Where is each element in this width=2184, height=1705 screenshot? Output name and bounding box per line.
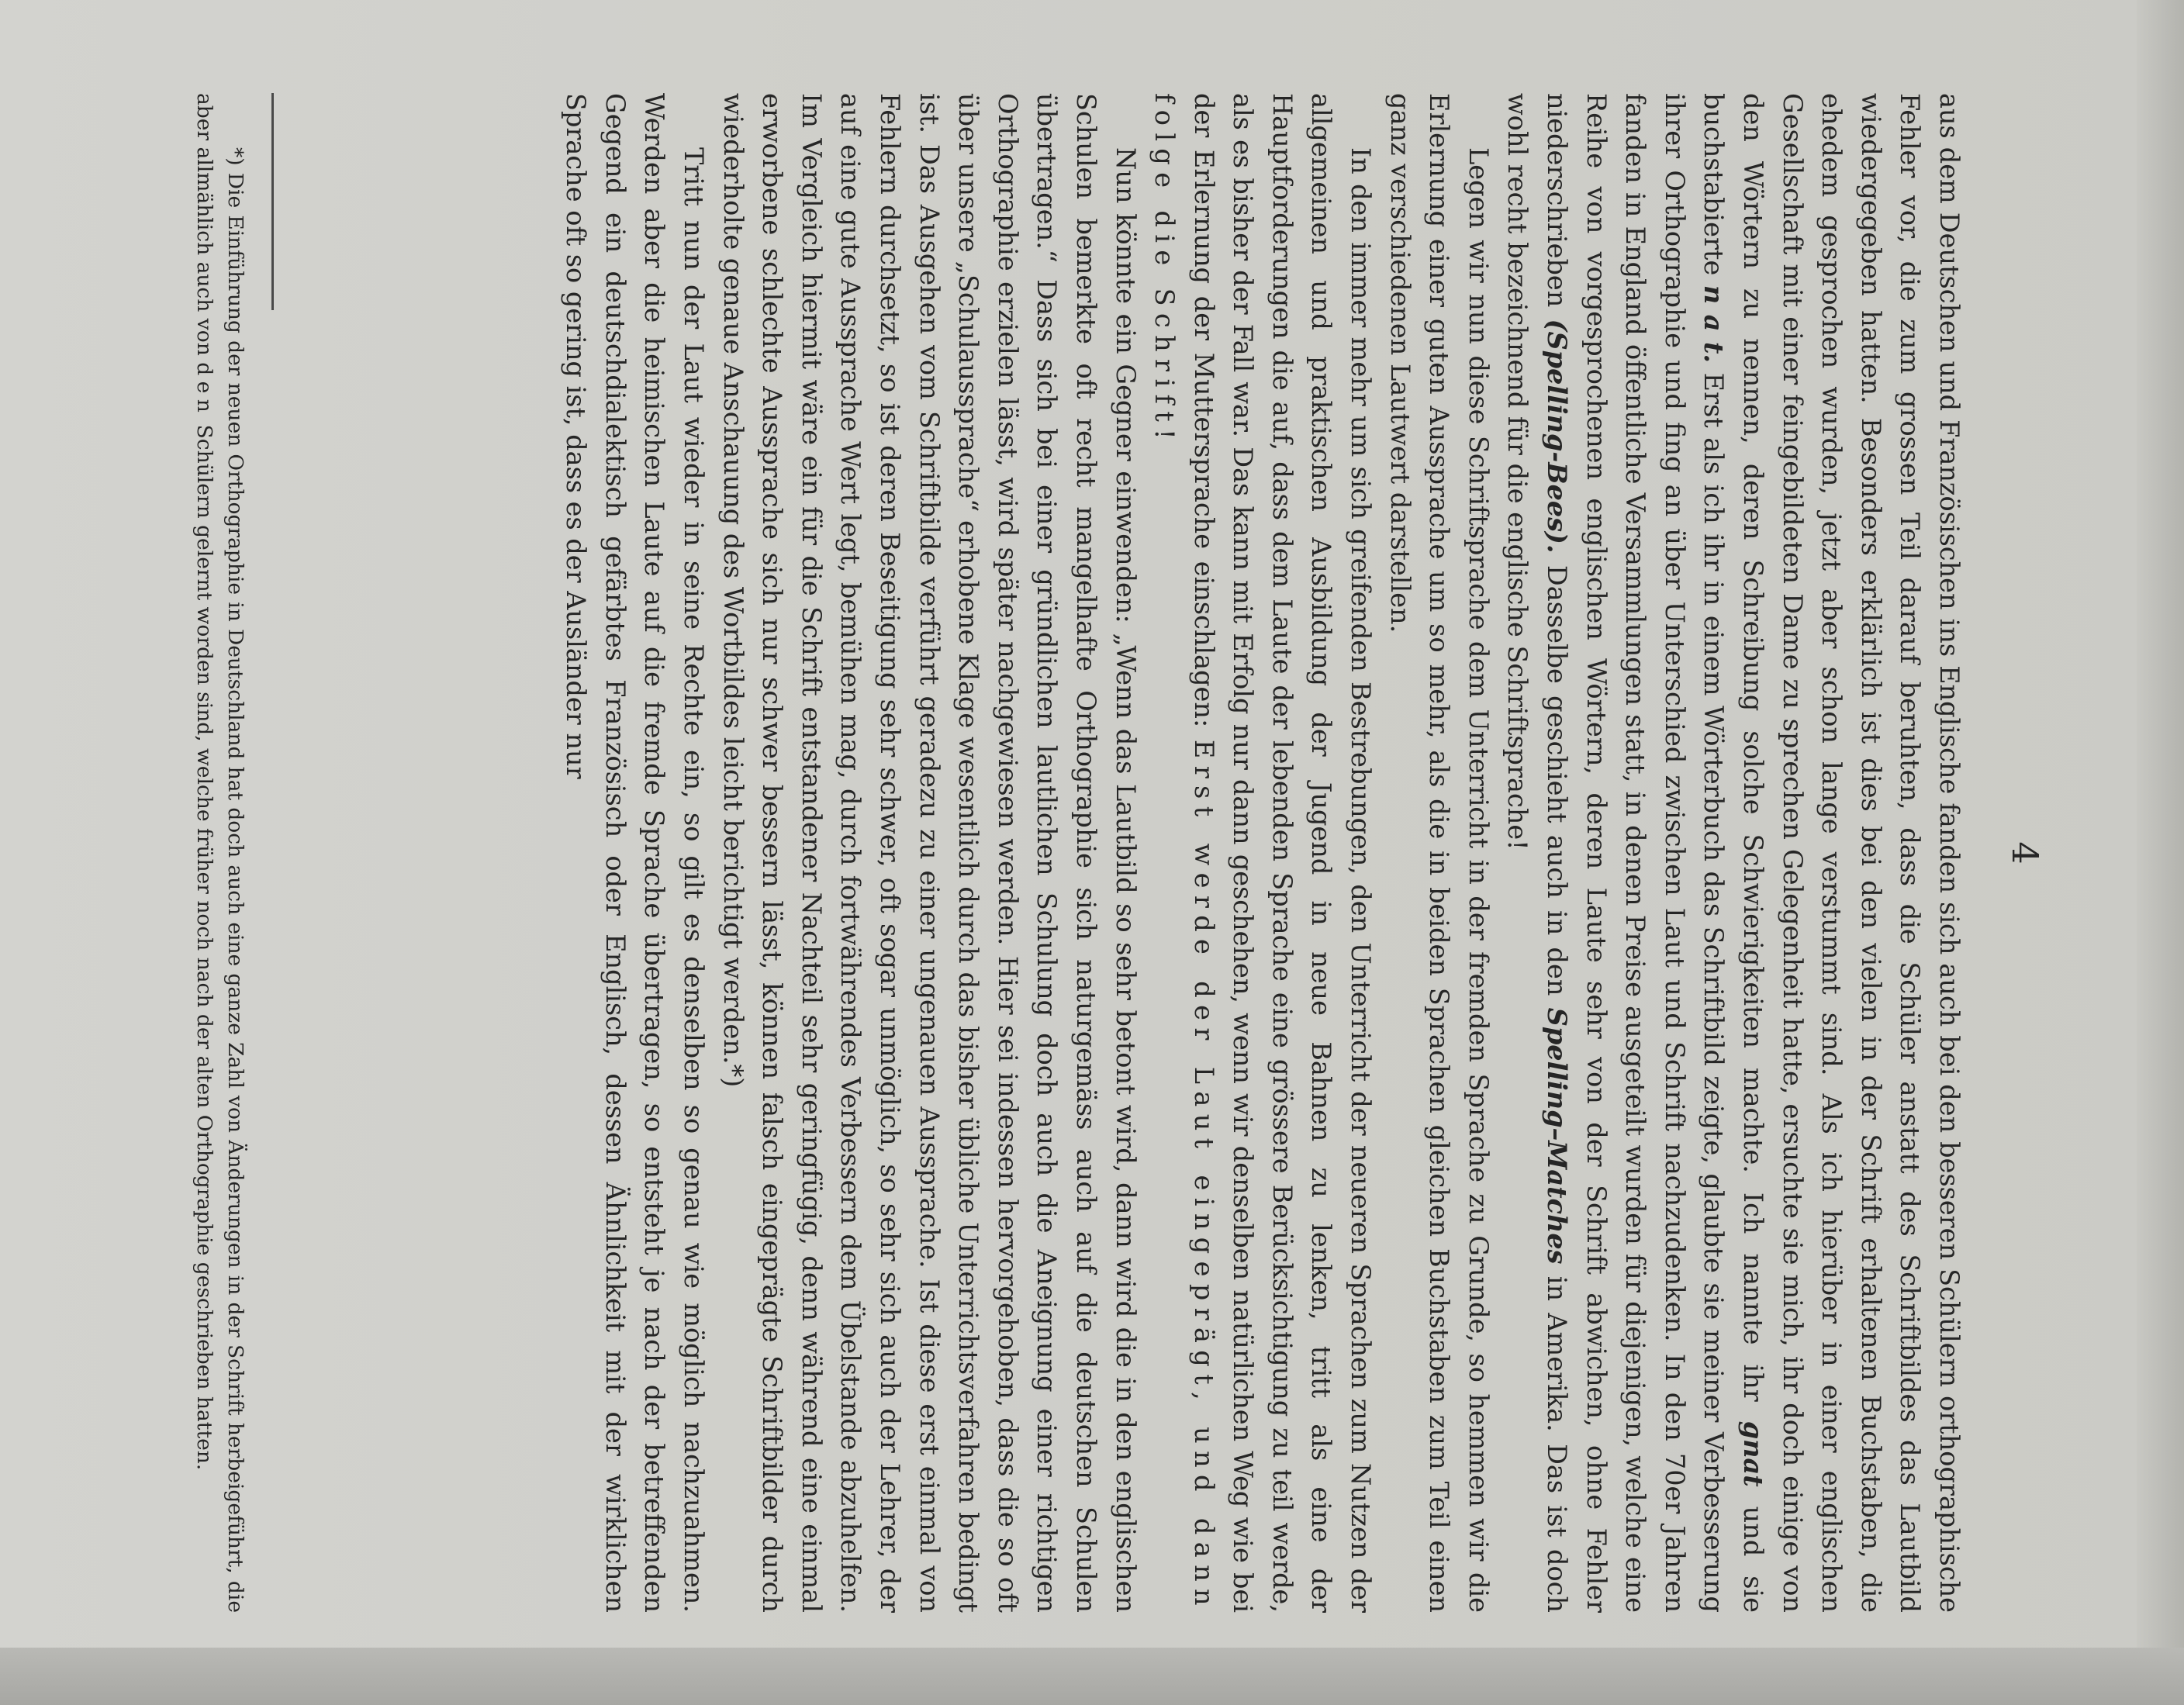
term-spelling-matches: Spelling–Matches — [1542, 1007, 1573, 1265]
page-edge-bottom — [0, 1648, 2184, 1705]
body-text — [556, 93, 1968, 1613]
paragraph-1: aus dem Deutschen und Französischen ins Englische fanden sich auch bei den besseren Schülern orthographische Fehler vor, die zum grossen Teil darauf beruhten, dass die Schüler anstatt des Schriftbildes das Lautbild wiedergegeben hatten. Besonders erklärlich ist dies bei den vielen in der Schrift erhaltenen Buchstaben, die ehedem gesprochen wurden, jetzt aber schon lange verstummt sind. Als ich hierüber in einer englischen Gesellschaft mit einer feingebildeten Dame zu sprechen Gelegenheit hatte, ersuchte sie mich, ihr doch einige von den Wörtern zu nennen, deren Schreibung solche Schwierigkeiten machte. Ich nannte ihr gnat und sie buchstabierte n a t. Erst als ich ihr in einem Wörterbuch das Schriftbild zeigte, glaubte sie meiner Verbesserung ihrer Orthographie und fing an über Unterschied zwischen Laut und Schrift nachzudenken. In den 70er Jahren fanden in England öffentliche Versammlungen statt, in denen Preise ausgeteilt wurden für diejenigen, welche eine Reihe von vorgesprochenen englischen Wörtern, deren Laute sehr von der Schrift abwichen, ohne Fehler niederschrieben (Spelling-Bees). Dasselbe geschieht auch in den Spelling–Matches in Amerika. Das ist doch wohl recht bezeichnend für die englische Schriftsprache! — [1502, 93, 1965, 1614]
paragraph-5: Tritt nun der Laut wieder in seine Rechte ein, so gilt es denselben so genau wie möglich nachzuahmen. Werden aber die heimischen Laute auf die fremde Sprache übertragen, so entsteht je nach der betreffenden Gegend ein deutschdialektisch gefärbtes Französisch oder Englisch, dessen Ähnlichkeit mit der wirklichen Sprache oft so gering ist, dass es der Ausländer nur — [561, 93, 709, 1613]
footnote-spaced-word: den — [192, 362, 216, 419]
footnote: *) Die Einführung der neuen Orthographie in Deutschland hat doch auch eine ganze Zahl von Änderungen in der Schrift herbeigeführt, die aber allmählich auch von den Schülern gelernt worden sind, welche früher noch nach der alten Orthographie geschrieben hatten. — [192, 93, 247, 1613]
spaced-emphasis: Erst werde der Laut eingeprägt, und dann folge die Schrift! — [1149, 93, 1219, 1613]
paragraph-2: Legen wir nun diese Schriftsprache dem Unterricht in der fremden Sprache zu Grunde, so hemmen wir die Erlernung einer guten Aussprache um so mehr, als die in beiden Sprachen gleichen Buchstaben zum Teil einen ganz verschiedenen Lautwert darstellen. — [1384, 93, 1494, 1613]
page-edge-right — [2137, 0, 2184, 1705]
word-nat: n a t. — [1698, 285, 1730, 364]
word-gnat: gnat — [1738, 1420, 1769, 1487]
paragraph-4: Nun könnte ein Gegner einwenden: „Wenn das Lautbild so sehr betont wird, dann wird die in den englischen Schulen bemerkte oft recht mangelhafte Orthographie sich naturgemäss auch auf die deutschen Schulen übertragen.“ Dass sich bei einer gründlichen lautlichen Schulung doch auch die Aneignung einer richtigen Orthographie erzielen lässt, wird später nachgewiesen werden. Hier sei indessen hervorgehoben, dass die so oft über unsere „Schulaussprache“ erhobene Klage wesentlich durch das bisher übliche Unterrichtsverfahren bedingt ist. Das Ausgehen vom Schriftbilde verführt geradezu zu einer ungenauen Aussprache. Ist diese erst einmal von Fehlern durchsetzt, so ist deren Beseitigung sehr schwer, oft sogar unmöglich, so sehr sich auch der Lehrer, der auf eine gute Aussprache Wert legt, bemühen mag, durch fortwährendes Verbessern dem Übelstande abzuhelfen. Im Vergleich hiermit wäre ein für die Schrift entstandener Nachteil sehr geringfügig, denn während eine einmal erworbene schlechte Aussprache sich nur schwer bessern lässt, können falsch eingeprägte Schriftbilder durch wiederholte genaue Anschauung des Wortbildes leicht berichtigt werden.*) — [717, 93, 1141, 1613]
paragraph-3: In den immer mehr um sich greifenden Bestrebungen, den Unterricht der neueren Sprachen zum Nutzen der allgemeinen und praktischen Ausbildung der Jugend in neue Bahnen zu lenken, tritt als eine der Hauptforderungen die auf, dass dem Laute der lebenden Sprache eine grössere Berücksichtigung zu teil werde, als es bisher der Fall war. Das kann mit Erfolg nur dann geschehen, wenn wir denselben natürlichen Weg wie bei der Erlernung der Muttersprache einschlagen: Erst werde der Laut eingeprägt, und dann folge die Schrift! — [1149, 93, 1377, 1613]
rotated-book-page — [130, 93, 2054, 1613]
page-number: 4 — [2004, 841, 2046, 865]
term-spelling-bees: (Spelling-Bees). — [1542, 319, 1573, 554]
footnote-divider — [271, 93, 274, 310]
